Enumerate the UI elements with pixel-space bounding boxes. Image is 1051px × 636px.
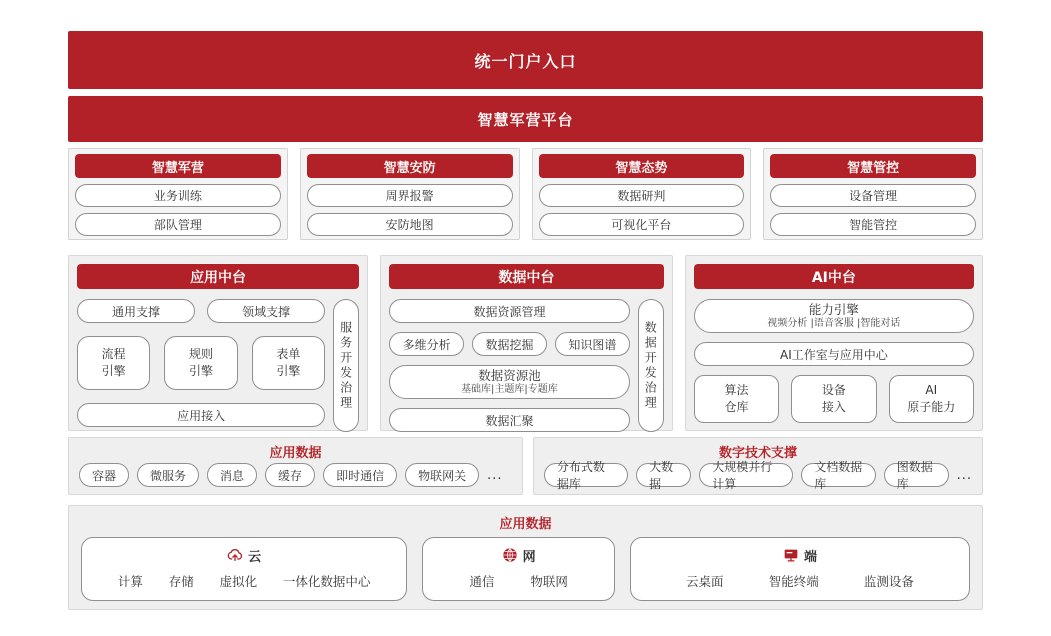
ai-box-line: 设备 bbox=[821, 383, 846, 398]
monitor-icon bbox=[783, 547, 799, 563]
digital-tech-pill: 图数据库 bbox=[884, 463, 949, 487]
pool-title: 数据资源池 bbox=[478, 367, 541, 383]
data-analysis-row bbox=[389, 332, 630, 356]
group-item: 业务训练 bbox=[75, 184, 281, 207]
infra-item: 监测设备 bbox=[863, 574, 914, 589]
unified-portal-label: 统一门户入口 bbox=[474, 51, 577, 71]
ai-box-line: AI bbox=[925, 383, 938, 398]
device-access-box bbox=[791, 375, 876, 423]
app-access-pill: 应用接入 bbox=[77, 403, 325, 427]
smart-camp-platform-banner bbox=[68, 96, 983, 142]
data-resource-pool-pill bbox=[389, 365, 630, 399]
middle-platforms-row bbox=[68, 255, 983, 431]
group-item: 智能管控 bbox=[770, 213, 976, 236]
app-data-more-label: ... bbox=[487, 467, 503, 483]
infrastructure-panel bbox=[68, 505, 983, 610]
engine-row bbox=[77, 336, 325, 390]
digital-tech-more-label: ... bbox=[956, 467, 972, 483]
infra-item: 物联网 bbox=[530, 574, 568, 589]
data-middle-platform-panel bbox=[380, 255, 673, 431]
engine-line: 表单 bbox=[276, 347, 301, 362]
engine-line: 引擎 bbox=[276, 364, 301, 378]
service-dev-governance-label: 服务开发治理 bbox=[338, 320, 353, 411]
engine-box-form bbox=[252, 336, 325, 390]
infra-item: 存储 bbox=[168, 574, 194, 589]
group-title-smart-camp: 智慧军营 bbox=[75, 154, 281, 178]
network-box bbox=[422, 537, 615, 601]
engine-box-rule bbox=[164, 336, 237, 390]
terminal-box bbox=[630, 537, 970, 601]
architecture-diagram bbox=[68, 31, 983, 610]
app-data-pill: 消息 bbox=[207, 463, 257, 487]
infrastructure-row bbox=[81, 537, 970, 601]
group-item: 周界报警 bbox=[307, 184, 513, 207]
ai-box-row bbox=[694, 375, 974, 423]
group-item: 部队管理 bbox=[75, 213, 281, 236]
ai-box-line: 原子能力 bbox=[907, 400, 956, 414]
app-middle-platform-content bbox=[77, 299, 325, 432]
ai-middle-platform-content bbox=[694, 299, 974, 432]
ai-box-line: 仓库 bbox=[724, 400, 749, 414]
terminal-items bbox=[641, 572, 959, 590]
cloud-items bbox=[92, 572, 396, 590]
data-middle-platform-title: 数据中台 bbox=[389, 264, 664, 289]
group-item: 设备管理 bbox=[770, 184, 976, 207]
infra-item: 通信 bbox=[469, 574, 495, 589]
digital-tech-title: 数字技术支撑 bbox=[718, 446, 797, 461]
engine-line: 引擎 bbox=[101, 364, 126, 378]
analysis-pill: 多维分析 bbox=[389, 332, 464, 356]
group-title-smart-situation: 智慧态势 bbox=[539, 154, 745, 178]
engine-line: 流程 bbox=[101, 347, 126, 362]
app-data-pill: 容器 bbox=[79, 463, 129, 487]
cloud-upload-icon bbox=[227, 547, 243, 563]
data-dev-governance-label: 数据开发治理 bbox=[643, 320, 658, 411]
support-row bbox=[68, 437, 983, 495]
data-middle-platform-content bbox=[389, 299, 630, 432]
unified-portal-banner bbox=[68, 31, 983, 89]
app-data-pill: 微服务 bbox=[137, 463, 199, 487]
digital-tech-pill: 大数据 bbox=[636, 463, 691, 487]
data-resource-manage-pill: 数据资源管理 bbox=[389, 299, 630, 323]
ai-atomic-capability-box bbox=[889, 375, 974, 423]
ai-capability-engine-pill bbox=[694, 299, 974, 333]
group-box-smart-situation bbox=[532, 148, 752, 240]
app-middle-platform-panel bbox=[68, 255, 368, 431]
digital-tech-pill: 分布式数据库 bbox=[544, 463, 628, 487]
digital-tech-pill: 文档数据库 bbox=[801, 463, 876, 487]
group-item: 数据研判 bbox=[539, 184, 745, 207]
digital-tech-pill: 大规模并行计算 bbox=[699, 463, 793, 487]
engine-line: 规则 bbox=[189, 347, 214, 362]
analysis-pill: 数据挖掘 bbox=[472, 332, 547, 356]
infra-item: 云桌面 bbox=[686, 574, 724, 589]
ai-box-line: 算法 bbox=[724, 383, 749, 398]
app-data-pills bbox=[77, 463, 514, 487]
group-item: 可视化平台 bbox=[539, 213, 745, 236]
terminal-label: 端 bbox=[803, 549, 817, 565]
app-data-pill: 即时通信 bbox=[323, 463, 397, 487]
network-items bbox=[433, 572, 604, 590]
support-pill: 领域支撑 bbox=[207, 299, 325, 323]
group-box-smart-control bbox=[763, 148, 983, 240]
app-data-title: 应用数据 bbox=[269, 446, 322, 461]
cloud-label: 云 bbox=[248, 549, 262, 565]
ai-middle-platform-body bbox=[694, 299, 974, 432]
infra-item: 计算 bbox=[117, 574, 143, 589]
support-pill-row bbox=[77, 299, 325, 323]
digital-tech-pills bbox=[542, 460, 974, 491]
support-pill: 通用支撑 bbox=[77, 299, 195, 323]
group-title-smart-security: 智慧安防 bbox=[307, 154, 513, 178]
algorithm-warehouse-box bbox=[694, 375, 779, 423]
data-gather-pill: 数据汇聚 bbox=[389, 408, 630, 432]
infra-item: 一体化数据中心 bbox=[282, 574, 371, 589]
smart-app-groups-row bbox=[68, 148, 983, 240]
digital-tech-panel bbox=[533, 437, 983, 495]
pool-sublabel: 基础库|主题库|专题库 bbox=[461, 383, 558, 395]
capability-engine-title: 能力引擎 bbox=[808, 301, 859, 317]
app-data-pill: 物联网关 bbox=[405, 463, 479, 487]
cloud-box bbox=[81, 537, 407, 601]
app-middle-platform-title: 应用中台 bbox=[77, 264, 359, 289]
group-item: 安防地图 bbox=[307, 213, 513, 236]
cloud-box-header bbox=[92, 546, 396, 564]
smart-camp-platform-label: 智慧军营平台 bbox=[477, 110, 574, 129]
ai-middle-platform-panel bbox=[685, 255, 983, 431]
analysis-pill: 知识图谱 bbox=[555, 332, 630, 356]
network-label: 网 bbox=[522, 549, 536, 565]
terminal-box-header bbox=[641, 546, 959, 564]
group-box-smart-security bbox=[300, 148, 520, 240]
data-dev-governance-pill bbox=[638, 299, 664, 432]
network-box-header bbox=[433, 546, 604, 564]
group-box-smart-camp bbox=[68, 148, 288, 240]
infrastructure-title: 应用数据 bbox=[499, 517, 552, 532]
data-middle-platform-body bbox=[389, 299, 664, 432]
engine-box-process bbox=[77, 336, 150, 390]
app-data-pill: 缓存 bbox=[265, 463, 315, 487]
service-dev-governance-pill bbox=[333, 299, 359, 432]
ai-middle-platform-title: AI中台 bbox=[694, 264, 974, 289]
capability-engine-sublabel: 视频分析 |语音客服 |智能对话 bbox=[767, 317, 901, 329]
app-data-panel bbox=[68, 437, 523, 495]
group-title-smart-control: 智慧管控 bbox=[770, 154, 976, 178]
infra-item: 智能终端 bbox=[768, 574, 819, 589]
globe-icon bbox=[502, 547, 518, 563]
infra-item: 虚拟化 bbox=[219, 574, 258, 589]
app-middle-platform-body bbox=[77, 299, 359, 432]
ai-box-line: 接入 bbox=[821, 400, 846, 414]
engine-line: 引擎 bbox=[189, 364, 214, 378]
ai-studio-pill: AI工作室与应用中心 bbox=[694, 342, 974, 366]
